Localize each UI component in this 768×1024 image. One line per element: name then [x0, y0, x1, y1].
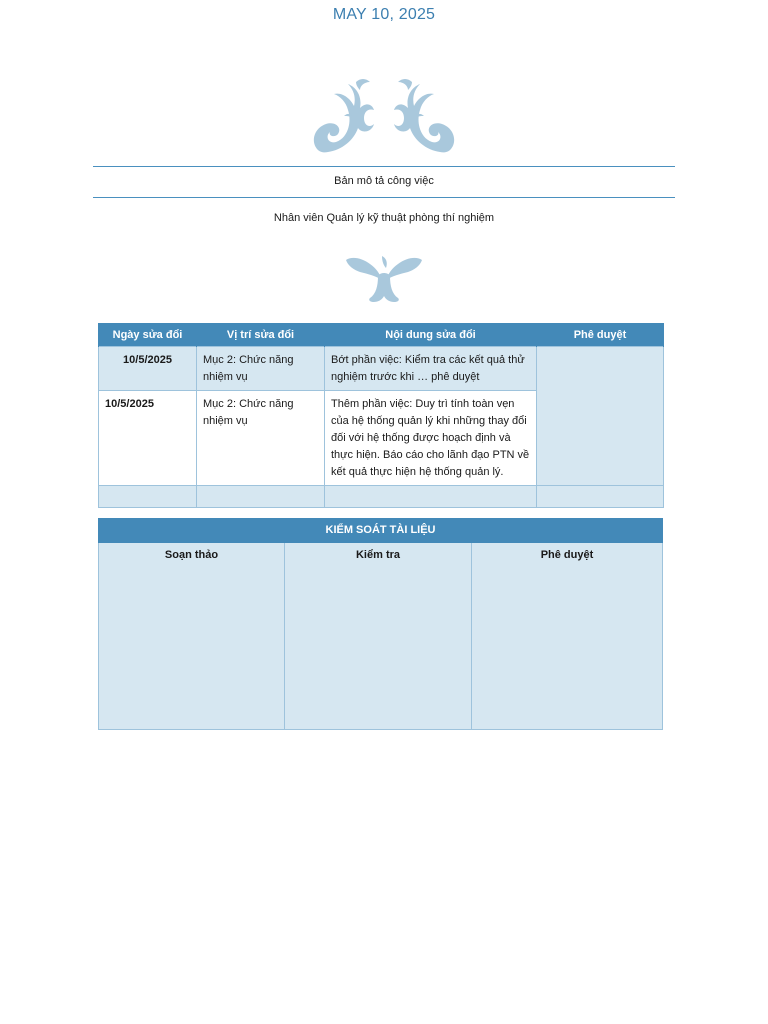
empty-cell: [197, 486, 325, 508]
empty-cell: [537, 486, 664, 508]
header-approval: Phê duyệt: [537, 323, 664, 347]
reviewed-by-column: Kiểm tra: [285, 543, 472, 729]
floral-flourish-icon: [308, 76, 460, 156]
revision-date-cell: 10/5/2025: [99, 391, 197, 486]
document-date: MAY 10, 2025: [332, 6, 436, 23]
leaf-sprig-icon: [342, 252, 426, 306]
approved-by-column: Phê duyệt: [540, 549, 594, 561]
header-revision-position: Vị trí sửa đổi: [197, 323, 325, 347]
document-control-body: [98, 543, 663, 730]
empty-cell: [99, 486, 197, 508]
document-control-title: KIỂM SOÁT TÀI LIỆU: [98, 518, 663, 543]
revision-header-row: [99, 323, 664, 347]
table-row: [99, 347, 664, 391]
empty-cell: [325, 486, 537, 508]
title-rule-top: [93, 166, 675, 167]
table-row-empty: [99, 486, 664, 508]
title-rule-bottom: [93, 197, 675, 198]
document-subtitle: Nhân viên Quản lý kỹ thuật phòng thí nghiệm: [273, 212, 495, 224]
revision-position-cell: Mục 2: Chức năng nhiệm vụ: [197, 391, 325, 486]
revision-position-cell: Mục 2: Chức năng nhiệm vụ: [197, 347, 325, 391]
document-title: Bản mô tả công việc: [334, 175, 434, 187]
approval-cell: [537, 347, 664, 486]
revision-content-cell: Bớt phần việc: Kiểm tra các kết quả thử nghiệm trước khi … phê duyệt: [325, 347, 537, 391]
revision-content-cell: Thêm phần việc: Duy trì tính toàn vẹn của hệ thống quản lý khi những thay đổi đối với hệ thống được hoạch định và thực hiện. Báo cáo cho lãnh đạo PTN về kết quả thực hiện hệ thống quản lý.: [325, 391, 537, 486]
revision-table: [98, 323, 664, 508]
revision-date-cell: 10/5/2025: [99, 347, 197, 391]
document-control-table: [98, 518, 663, 730]
drafted-by-column: Soạn thảo: [99, 543, 285, 729]
header-revision-date: Ngày sửa đổi: [99, 323, 197, 347]
header-revision-content: Nội dung sửa đổi: [325, 323, 537, 347]
